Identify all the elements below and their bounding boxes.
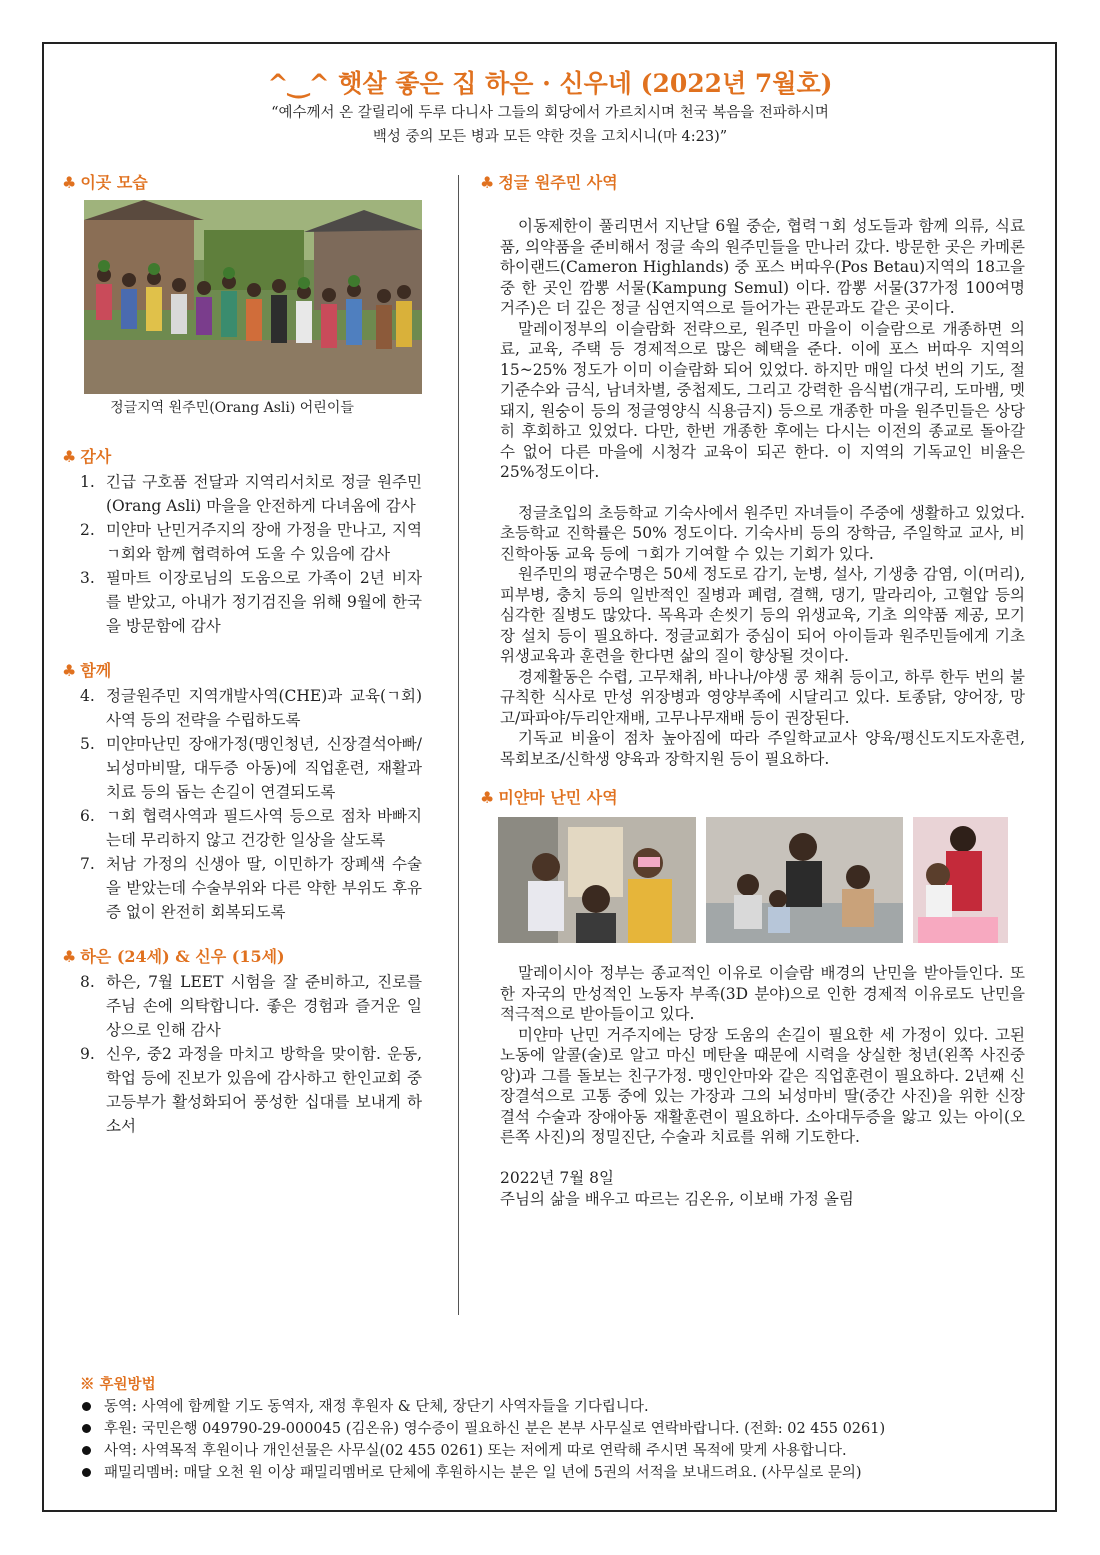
section-title-together-label: 함께 [80,661,112,680]
list-item: 8. 하은, 7월 LEET 시험을 잘 준비하고, 진로를 주님 손에 의탁합니다. 좋은 경험과 즐거운 일상으로 인해 감사 [80,973,422,1039]
jungle-paragraph: 이동제한이 풀리면서 지난달 6월 중순, 협력ㄱ회 성도들과 함께 의류, 식료품, 의약품을 준비해서 정글 속의 원주민들을 만나러 갔다. 방문한 곳은 카메론 하이랜드(Cameron Highlands) 중 포스 버따우(Pos Betau)지역의 18고을 중 한 곳인 깜뽕 서물(Kampung Semul) 이다. 깜뽕 서물(37가정 100여명 거주)은 더 깊은 정글 심연지역으로 들어가는 관문과도 같은 곳이다. [500,217,1025,317]
support-line: 후원: 국민은행 049790-29-000045 (김온유) 영수증이 필요하신 분은 본부 사무실로 연락바랍니다. (전화: 02 455 0261) [80,1418,1040,1440]
bible-verse [0,101,1100,149]
list-item: 2. 미얀마 난민거주지의 장애 가정을 만나고, 지역ㄱ회와 함께 협력하여 도울 수 있음에 감사 [80,521,422,563]
bullet-dot-icon [82,1402,91,1411]
verse-line-1: “예수께서 온 갈릴리에 두루 다니사 그들의 회당에서 가르치시며 천국 복음을 전파하시며 [271,105,829,121]
section-title-kids [62,944,422,970]
section-title-together [62,658,422,684]
list-item: 1. 긴급 구호품 전달과 지역리서치로 정글 원주민(Orang Asli) 마을을 안전하게 다녀옴에 감사 [80,473,422,515]
jungle-paragraph: 말레이정부의 이슬람화 전략으로, 원주민 마을이 이슬람으로 개종하면 의료, 교육, 주택 등 경제적으로 많은 혜택을 준다. 이에 포스 버따우 지역의 15~25% 정도가 이미 이슬람화 되어 있었다. 하지만 매일 다섯 번의 기도, 절기준수와 금식, 남녀차별, 중첩제도, 그리고 강력한 음식법(개구리, 도마뱀, 멧돼지, 원숭이 등의 정글영양식 식용금지) 등으로 개종한 마을 원주민들은 상당히 후회하고 있었다. 다만, 한번 개종한 후에는 다시는 이전의 종교로 돌아갈 수 없어 다른 마을에 시청각 교육이 되곤 한다. 이 지역의 기독교인 비율은 25%정도이다. [500,319,1025,481]
verse-line-2: 백성 중의 모든 병과 모든 약한 것을 고치시니(마 4:23)” [372,129,728,145]
together-list [62,684,422,924]
support-heading: ※ 후원방법 [80,1376,156,1393]
list-item: 3. 필마트 이장로님의 도움으로 가족이 2년 비자를 받았고, 아내가 정기검진을 위해 9월에 한국을 방문함에 감사 [80,569,422,635]
section-title-jungle [480,170,1025,196]
support-line: 동역: 사역에 함께할 기도 동역자, 재정 후원자 & 단체, 장단기 사역자들을 기다립니다. [80,1396,1040,1418]
bullet-dot-icon [82,1446,91,1455]
section-title-kids-label: 하은 (24세) & 신우 (15세) [80,947,285,966]
club-icon: ♣ [62,447,77,466]
right-column [480,170,1025,1210]
section-title-thanks-label: 감사 [80,447,112,466]
list-item: 5. 미얀마난민 장애가정(맹인청년, 신장결석아빠/뇌성마비딸, 대두증 아동)에 직업훈련, 재활과 치료 등의 돕는 손길이 연결되도록 [80,735,422,801]
left-column [62,170,422,1138]
jungle-paragraph: 기독교 비율이 점차 높아짐에 따라 주일학교교사 양육/평신도지도자훈련, 목회보조/신학생 양육과 장학지원 등이 필요하다. [500,729,1025,768]
letter-signature: 주님의 삶을 배우고 따르는 김온유, 이보배 가정 올림 [500,1189,854,1208]
kids-list [62,970,422,1138]
section-title-refugee-label: 미얀마 난민 사역 [498,788,618,807]
support-info [80,1374,1040,1484]
page-title: ^‿^ 햇살 좋은 집 하은 · 신우네 (2022년 7월호) [267,69,833,98]
refugee-photos [498,817,1025,945]
jungle-paragraph: 정글초입의 초등학교 기숙사에서 원주민 자녀들이 주중에 생활하고 있었다. 초등학교 진학률은 50% 정도이다. 기숙사비 등의 장학금, 주일학교 교사, 비진학아동 교육 등에 ㄱ회가 기여할 수 있는 기회가 있다. [500,503,1025,563]
thanks-list [62,470,422,638]
section-title-scene [62,170,422,196]
children-photo-illustration [84,200,422,394]
club-icon: ♣ [62,661,77,680]
section-title-scene-label: 이곳 모습 [80,173,148,192]
support-line: 사역: 사역목적 후원이나 개인선물은 사무실(02 455 0261) 또는 저에게 따로 연락해 주시면 목적에 맞게 사용합니다. [80,1440,1040,1462]
letter-date: 2022년 7월 8일 [500,1168,614,1187]
refugee-paragraph: 말레이시아 정부는 종교적인 이유로 이슬람 배경의 난민을 받아들인다. 또한 자국의 만성적인 노동자 부족(3D 분야)으로 인한 경제적 이유로도 난민을 적극적으로 받아들이고 있다. [500,964,1025,1023]
list-item: 9. 신우, 중2 과정을 마치고 방학을 맞이함. 운동, 학업 등에 진보가 있음에 감사하고 한인교회 중고등부가 활성화되어 풍성한 십대를 보내게 하소서 [80,1045,422,1135]
club-icon: ♣ [480,788,495,807]
section-title-refugee [480,785,1025,811]
support-line: 패밀리멤버: 매달 오천 원 이상 패밀리멤버로 단체에 후원하시는 분은 일 년에 5권의 서적을 보내드려요. (사무실로 문의) [80,1462,1040,1484]
refugee-paragraph: 미얀마 난민 거주지에는 당장 도움의 손길이 필요한 세 가정이 있다. 고된 노동에 알콜(술)로 알고 마신 메탄올 때문에 시력을 상실한 청년(왼쪽 사진중앙)과 그를 돌보는 친구가정. 맹인안마와 같은 직업훈련이 필요하다. 2년째 신장결석으로 고통 중에 있는 가장과 그의 뇌성마비 딸(중간 사진)을 위한 신장결석 수술과 장애아동 재활훈련이 필요하다. 소아대두증을 앓고 있는 아이(오른쪽 사진)의 정밀진단, 수술과 치료를 위해 기도한다. [500,1025,1025,1146]
section-title-thanks [62,444,422,470]
photo-caption: 정글지역 원주민(Orang Asli) 어린이들 [110,400,354,416]
bullet-dot-icon [82,1424,91,1433]
club-icon: ♣ [62,173,77,192]
list-item: 6. ㄱ회 협력사역과 필드사역 등으로 점차 바빠지는데 무리하지 않고 건강한 일상을 살도록 [80,807,422,849]
list-item: 4. 정글원주민 지역개발사역(CHE)과 교육(ㄱ회)사역 등의 전략을 수립하도록 [80,687,422,729]
photo-jungle-children [84,200,422,394]
list-item: 7. 처남 가정의 신생아 딸, 이민하가 장폐색 수술을 받았는데 수술부위와 다른 약한 부위도 후유증 없이 완전히 회복되도록 [80,855,422,921]
section-title-jungle-label: 정글 원주민 사역 [498,173,618,192]
refugee-photos-illustration [498,817,1023,945]
jungle-paragraph: 경제활동은 수렵, 고무채취, 바나나/야생 콩 채취 등이고, 하루 한두 번의 불규칙한 식사로 만성 위장병과 영양부족에 시달리고 있다. 토종닭, 양어장, 망고/파파야/두리안재배, 고무나무재배 등이 권장된다. [500,667,1025,727]
club-icon: ♣ [62,947,77,966]
bullet-dot-icon [82,1468,91,1477]
club-icon: ♣ [480,173,495,192]
jungle-paragraph: 원주민의 평균수명은 50세 정도로 감기, 눈병, 설사, 기생충 감염, 이(머리), 피부병, 충치 등의 일반적인 질병과 폐렴, 결핵, 댕기, 말라리아, 고혈압 등의 심각한 질병도 많았다. 목욕과 손씻기 등의 위생교육, 기초 의약품 제공, 모기장 설치 등이 필요하다. 정글교회가 중심이 되어 아이들과 원주민들에게 기초위생교육과 훈련을 한다면 삶의 질이 향상될 것이다. [500,565,1025,665]
column-divider [458,175,459,1315]
